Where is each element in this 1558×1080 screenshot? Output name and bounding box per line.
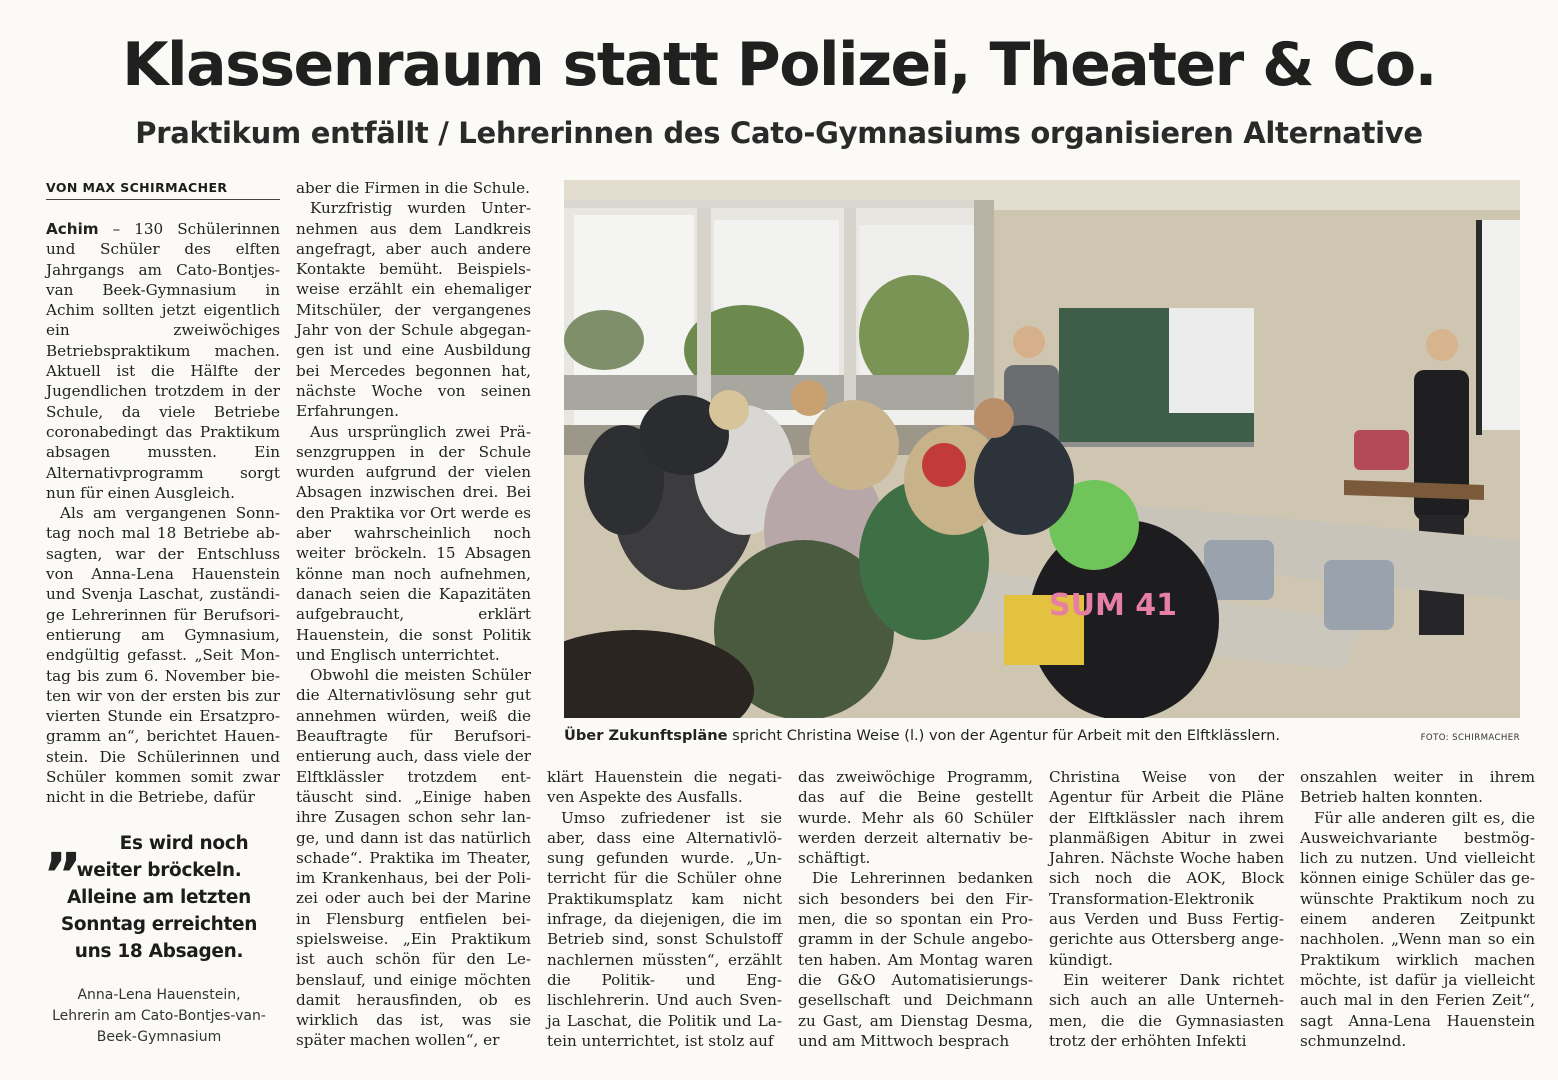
quote-mark: „ [44, 808, 84, 878]
byline: VON MAX SCHIRMACHER [46, 180, 280, 200]
dateline: Achim [46, 220, 99, 238]
article-column-6 [1300, 767, 1535, 1051]
paragraph: aber die Firmen in die Schule. [296, 179, 530, 197]
photo-credit: FOTO: SCHIRMACHER [1420, 733, 1520, 743]
subheadline: Praktikum entfällt / Lehrerinnen des Cato-Gymnasiums organisieren Alternative [135, 116, 1423, 150]
paragraph: Für alle anderen gilt es, die Ausweichvariante bestmöglich zu nutzen. Und vielleicht können einige Schüler das gewünschte Praktikum noch zu einem anderen Zeitpunkt nachholen. „Wenn man so ein Praktikum wirklich machen möchte, ist dafür ja vielleicht auch mal in den Ferien Zeit“, sagt Anna-Lena Hauenstein schmunzelnd. [1300, 808, 1535, 1050]
article-column-4 [798, 767, 1033, 1051]
paragraph: Die Lehrerinnen bedanken sich besonders bei den Firmen, die so spontan ein Programm in der Schule angeboten haben. Am Montag waren die G&O Automatisierungsgesellschaft und Deichmann zu Gast, am Dienstag Desma, und am Mittwoch besprach [798, 869, 1033, 1050]
photo-caption: Über Zukunftspläne spricht Christina Weise (l.) von der Agentur für Arbeit mit den Elftklässlern. [564, 727, 1281, 744]
classroom-photo [564, 180, 1520, 718]
paragraph: onszahlen weiter in ihrem Betrieb halten konnten. [1300, 768, 1535, 807]
article-column-5 [1049, 767, 1284, 1051]
article-column-2 [296, 178, 531, 1051]
paragraph: Umso zufriedener ist sie aber, dass eine Alternativlösung gefunden wurde. „Unterricht für die Schüler ohne Praktikumsplatz kam nicht infrage, da diejenigen, die im Betrieb sind, sonst Schulstoff nachlernen müssten“, erzählt die Politik- und Englischlehrerin. Und auch Svenja Laschat, die Politik und Latein unterrichtet, ist stolz auf [547, 808, 782, 1050]
paragraph: Aus ursprünglich zwei Präsenzgruppen in der Schule wurden aufgrund der vielen Absagen inzwischen drei. Bei den Praktika vor Ort werde es aber wahrscheinlich noch weiter bröckeln. 15 Absagen könne man noch aufnehmen, danach seien die Kapazitäten aufgebraucht, erklärt Hauenstein, die sonst Politik und Englisch unterrichtet. [296, 422, 531, 664]
headline: Klassenraum statt Polizei, Theater & Co. [122, 30, 1436, 100]
article-column-1 [46, 219, 280, 808]
pull-quote: Es wird noch weiter bröckeln. Alleine am letzten Sonntag erreichten uns 18 Absagen. [60, 833, 258, 962]
paragraph: klärt Hauenstein die negativen Aspekte des Ausfalls. [547, 768, 782, 807]
quote-author: Anna-Lena Hauenstein, Lehrerin am Cato-Bontjes-van- Beek-Gymnasium [52, 987, 266, 1045]
paragraph: Christina Weise von der Agentur für Arbeit die Pläne der Elftklässler nach ihrem planmäßigen Abitur in zwei Jahren. Nächste Woche haben sich noch die AOK, Block Transformation-Elektronik aus Verden und Buss Fertiggerichte aus Ottersberg angekündigt. [1049, 768, 1284, 969]
shirt-print: SUM 41 [1049, 588, 1178, 623]
paragraph: das zweiwöchige Programm, das auf die Beine gestellt wurde. Mehr als 60 Schüler werden derzeit alternativ beschäftigt. [798, 768, 1033, 868]
paragraph: Ein weiterer Dank richtet sich auch an alle Unternehmen, die die Gymnasiasten trotz der erhöhten Infekti [1049, 970, 1284, 1050]
paragraph: Achim – 130 Schülerinnen und Schüler des elften Jahrgangs am Cato-Bontjes-van Beek-Gymnasium in Achim sollten jetzt eigentlich ein zweiwöchiges Betriebspraktikum machen. Aktuell ist die Hälfte der Jugendlichen trotzdem in der Schule, da viele Betriebe coronabedingt das Praktikum absagen mussten. Ein Alternativprogramm sorgt nun für einen Ausgleich. [46, 220, 280, 502]
paragraph: Als am vergangenen Sonntag noch mal 18 Betriebe absagten, war der Entschluss von Anna-Lena Hauenstein und Svenja Laschat, zuständige Lehrerinnen für Berufsorientierung am Gymnasium, endgültig gefasst. „Seit Montag bis zum 6. November bieten wir von der ersten bis zur vierten Stunde ein Ersatzprogramm an“, berichtet Hauenstein. Die Schülerinnen und Schüler kommen somit zwar nicht in die Betriebe, dafür [46, 504, 280, 807]
paragraph: Obwohl die meisten Schüler die Alternativlösung sehr gut annehmen würden, weiß die Beauftragte für Berufsorientierung auch, dass viele der Elftklässler trotzdem enttäuscht sind. „Einige haben ihre Zusagen schon sehr lange, und dann ist das natürlich schade“. Praktika im Theater, im Krankenhaus, bei der Polizei oder auch bei der Marine in Flensburg entfielen beispielsweise. „Ein Praktikum ist auch schön für den Lebenslauf, und einige möchten damit herausfinden, ob es wirklich das ist, was sie später machen wollen“, er [296, 666, 531, 1050]
paragraph: Kurzfristig wurden Unternehmen aus dem Landkreis angefragt, aber auch andere Kontakte bemüht. Beispielsweise erzählt ein ehemaliger Mitschüler, der vergangenes Jahr von der Schule abgegangen ist und eine Ausbildung bei Mercedes begonnen hat, nächste Woche von seinen Erfahrungen. [296, 199, 531, 421]
article-column-3 [547, 767, 782, 1051]
